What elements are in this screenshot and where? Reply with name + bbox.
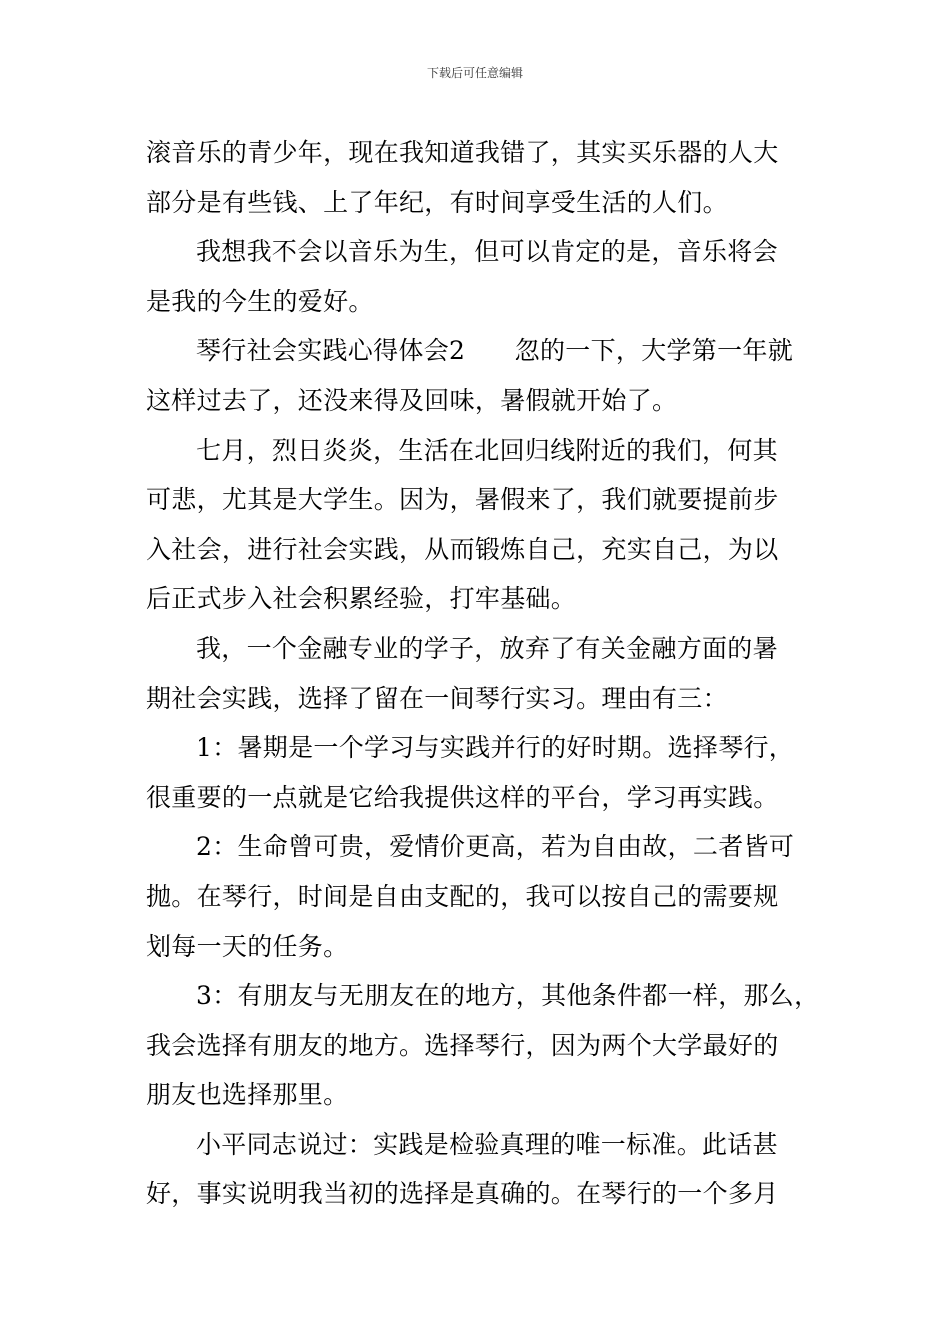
text-line: 3：有朋友与无朋友在的地方，其他条件都一样，那么， [196,981,820,1011]
text-line: 期社会实践，选择了留在一间琴行实习。理由有三： [146,683,728,713]
text-line: 后正式步入社会积累经验，打牢基础。 [146,584,577,614]
text-line: 可悲，尤其是大学生。因为，暑假来了，我们就要提前步 [146,485,779,515]
text-line: 2：生命曾可贵，爱情价更高，若为自由故，二者皆可 [196,832,795,862]
text-line: 好，事实说明我当初的选择是真确的。在琴行的一个多月 [146,1179,779,1209]
text-line: 这样过去了，还没来得及回味，暑假就开始了。 [146,385,678,415]
text-line: 是我的今生的爱好。 [146,286,374,316]
page-header: 下载后可任意编辑 [426,66,523,80]
text-line: 很重要的一点就是它给我提供这样的平台，学习再实践。 [146,782,779,812]
text-line: 朋友也选择那里。 [146,1080,349,1110]
text-line: 滚音乐的青少年，现在我知道我错了，其实买乐器的人大 [146,138,779,167]
text-line: 抛。在琴行，时间是自由支配的，我可以按自己的需要规 [146,881,779,911]
text-line: 我，一个金融专业的学子，放弃了有关金融方面的暑 [196,633,778,663]
document-body [146,128,820,1219]
text-line: 划每一天的任务。 [146,931,349,961]
text-line: 部分是有些钱、上了年纪，有时间享受生活的人们。 [146,187,728,217]
text-line: 1：暑期是一个学习与实践并行的好时期。选择琴行， [196,733,795,763]
text-line: 小平同志说过：实践是检验真理的唯一标准。此话甚 [196,1129,778,1159]
text-line: 入社会，进行社会实践，从而锻炼自己，充实自己，为以 [146,534,779,564]
text-line: 琴行社会实践心得体会2 忽的一下，大学第一年就 [196,336,793,366]
text-line: 七月，烈日炎炎，生活在北回归线附近的我们，何其 [196,435,778,465]
text-line: 我想我不会以音乐为生，但可以肯定的是，音乐将会 [196,237,778,267]
text-line: 我会选择有朋友的地方。选择琴行，因为两个大学最好的 [146,1030,779,1060]
